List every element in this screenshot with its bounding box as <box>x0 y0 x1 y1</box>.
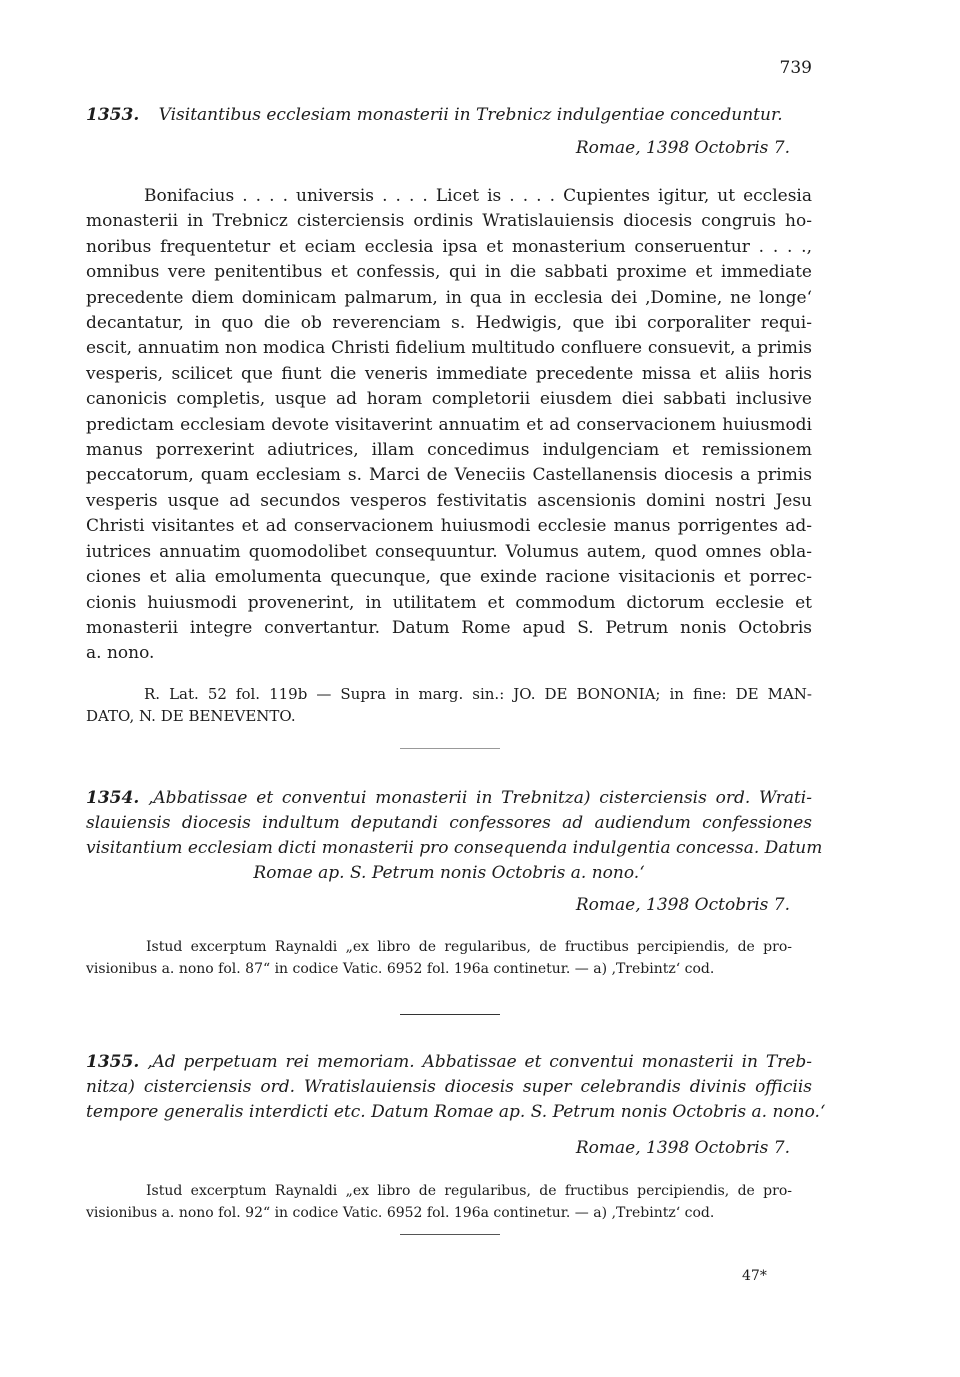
summary-line: ‚Abbatissae et conventui monasterii in Trebnitza) cisterciensis ord. Wrati- <box>148 788 812 808</box>
source-line: R. Lat. 52 fol. 119b — Supra in marg. sin.: JO. DE BONONIA; in fine: DE MAN- <box>144 685 812 703</box>
summary-line: Romae ap. S. Petrum nonis Octobris a. nono.‘ <box>253 863 645 883</box>
note-line: Istud excerptum Raynaldi „ex libro de regularibus, de fructibus percipiendis, de pro- <box>146 1183 792 1199</box>
body-line: omnibus vere penitentibus et confessis, qui in die sabbati proxime et immediate <box>86 262 812 283</box>
summary-line: visitantium ecclesiam dicti monasterii pro consequenda indulgentia concessa. Datum <box>86 838 823 858</box>
signature-mark: 47* <box>742 1268 767 1284</box>
entry-1354-summary <box>86 786 823 886</box>
body-line: cionis huiusmodi provenerint, in utilitatem et commodum dictorum ecclesie et <box>86 592 812 613</box>
entry-1353-source <box>86 683 812 727</box>
body-line: Christi visitantes et ad conservacionem huiusmodi ecclesie manus porrigentes ad- <box>86 516 812 537</box>
page-number: 739 <box>779 58 812 78</box>
summary-line: nitza) cisterciensis ord. Wratislauiensis diocesis super celebrandis divinis officiis <box>86 1077 812 1097</box>
divider <box>400 748 500 749</box>
summary-line: ‚Ad perpetuam rei memoriam. Abbatissae et conventui monasterii in Treb- <box>147 1052 812 1072</box>
entry-1353-number: 1353. <box>86 105 140 125</box>
body-line: vesperis usque ad secundos vesperos festivitatis ascensionis domini nostri Jesu <box>86 490 812 511</box>
body-line: noribus frequentetur et eciam ecclesia ipsa et monasterium conseruentur . . . ., <box>86 236 812 257</box>
body-line: manus porrexerint adiutrices, illam concedimus indulgenciam et remissionem <box>86 440 812 461</box>
entry-1353-title: Visitantibus ecclesiam monasterii in Trebnicz indulgentiae conceduntur. <box>158 105 783 125</box>
entry-1354-number: 1354. <box>86 788 140 808</box>
body-line: escit, annuatim non modica Christi fidelium multitudo confluere consuevit, a primis <box>86 338 812 359</box>
source-line: DATO, N. DE BENEVENTO. <box>86 707 296 725</box>
entry-1355-summary <box>86 1050 826 1125</box>
note-line: visionibus a. nono fol. 92“ in codice Vatic. 6952 fol. 196a continetur. — a) ‚Trebintz‘ cod. <box>86 1205 715 1221</box>
body-line: iutrices annuatim quomodolibet consequuntur. Volumus autem, quod omnes obla- <box>86 541 812 562</box>
note-line: Istud excerptum Raynaldi „ex libro de regularibus, de fructibus percipiendis, de pro- <box>146 939 792 955</box>
entry-1354-note <box>86 936 792 980</box>
summary-line: slauiensis diocesis indultum deputandi confessores ad audiendum confessiones <box>86 813 812 833</box>
divider <box>400 1014 500 1015</box>
entry-1355-number: 1355. <box>86 1052 140 1072</box>
entry-1353-heading <box>86 102 812 128</box>
body-line: peccatorum, quam ecclesiam s. Marci de Veneciis Castellanensis diocesis a primis <box>86 465 812 486</box>
entry-1353-date: Romae, 1398 Octobris 7. <box>575 138 790 158</box>
body-line: vesperis, scilicet que fiunt die veneris immediate precedente missa et aliis horis <box>86 363 812 384</box>
divider <box>400 1234 500 1235</box>
entry-1353-body <box>86 184 812 667</box>
body-line: monasterii in Trebnicz cisterciensis ordinis Wratislauiensis diocesis congruis ho- <box>86 211 812 232</box>
body-line: canonicis completis, usque ad horam completorii eiusdem diei sabbati inclusive <box>86 389 812 410</box>
body-line: a. nono. <box>86 643 155 664</box>
body-line: predictam ecclesiam devote visitaverint annuatim et ad conservacionem huiusmodi <box>86 414 812 435</box>
body-line: precedente diem dominicam palmarum, in qua in ecclesia dei ‚Domine, ne longe‘ <box>86 287 812 308</box>
body-line: ciones et alia emolumenta quecunque, que exinde racione visitacionis et porrec- <box>86 567 812 588</box>
body-line: monasterii integre convertantur. Datum Rome apud S. Petrum nonis Octobris <box>86 617 812 638</box>
entry-1355-date: Romae, 1398 Octobris 7. <box>575 1138 790 1158</box>
body-line: Bonifacius . . . . universis . . . . Licet is . . . . Cupientes igitur, ut ecclesia <box>144 186 812 206</box>
entry-1355-note <box>86 1180 792 1224</box>
entry-1354-date: Romae, 1398 Octobris 7. <box>575 895 790 915</box>
body-line: decantatur, in quo die ob reverenciam s. Hedwigis, que ibi corporaliter requi- <box>86 313 812 334</box>
summary-line: tempore generalis interdicti etc. Datum Romae ap. S. Petrum nonis Octobris a. nono.‘ <box>86 1102 826 1122</box>
note-line: visionibus a. nono fol. 87“ in codice Vatic. 6952 fol. 196a continetur. — a) ‚Trebintz‘ cod. <box>86 961 715 977</box>
